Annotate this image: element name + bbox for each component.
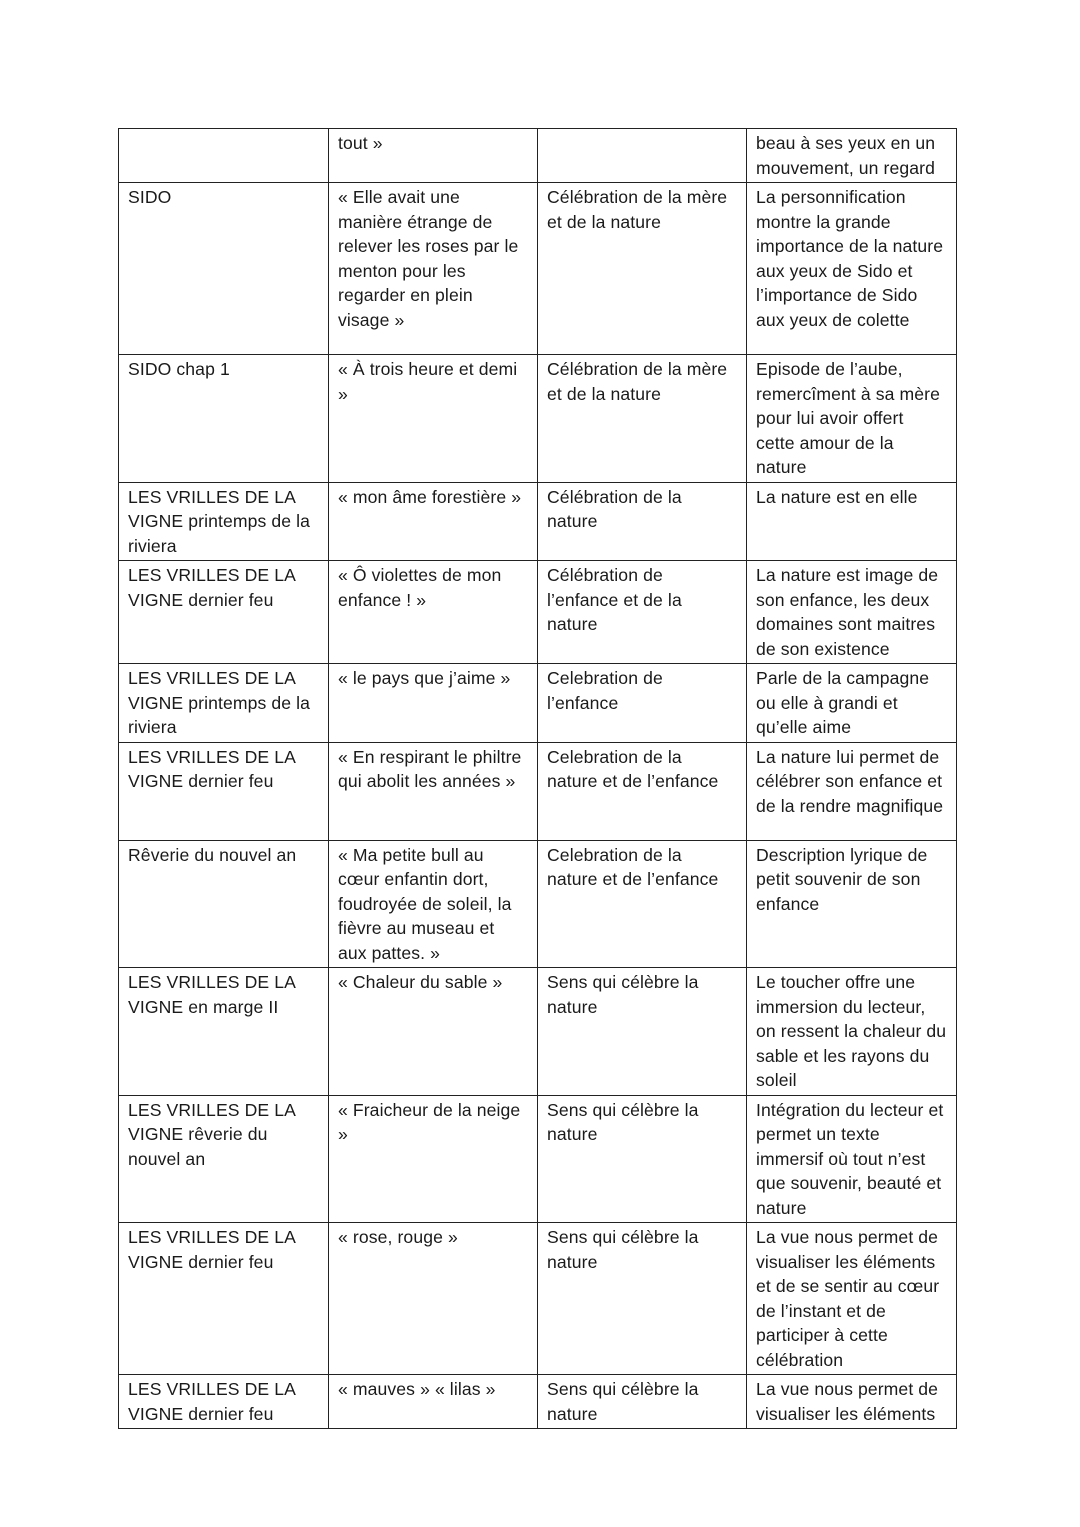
- cell-source: LES VRILLES DE LA VIGNE dernier feu: [119, 742, 329, 840]
- cell-source: LES VRILLES DE LA VIGNE printemps de la riviera: [119, 664, 329, 743]
- table-row: [119, 1095, 957, 1223]
- cell-analysis: La nature est en elle: [747, 482, 957, 561]
- cell-theme: [538, 129, 747, 183]
- cell-source: SIDO chap 1: [119, 355, 329, 483]
- cell-source: LES VRILLES DE LA VIGNE en marge II: [119, 968, 329, 1096]
- cell-analysis: La nature lui permet de célébrer son enfance et de la rendre magnifique: [747, 742, 957, 840]
- table-row: [119, 482, 957, 561]
- cell-analysis: beau à ses yeux en un mouvement, un regard: [747, 129, 957, 183]
- cell-analysis: La nature est image de son enfance, les deux domaines sont maitres de son existence: [747, 561, 957, 664]
- cell-source: [119, 129, 329, 183]
- cell-quote: tout »: [329, 129, 538, 183]
- table-row: [119, 742, 957, 840]
- cell-quote: « mon âme forestière »: [329, 482, 538, 561]
- table-row: [119, 183, 957, 355]
- cell-quote: « À trois heure et demi »: [329, 355, 538, 483]
- cell-quote: « le pays que j’aime »: [329, 664, 538, 743]
- table-row: [119, 1375, 957, 1429]
- cell-theme: Célébration de la mère et de la nature: [538, 183, 747, 355]
- cell-theme: Sens qui célèbre la nature: [538, 1223, 747, 1375]
- cell-source: LES VRILLES DE LA VIGNE dernier feu: [119, 561, 329, 664]
- cell-source: Rêverie du nouvel an: [119, 840, 329, 968]
- cell-quote: « Elle avait une manière étrange de relever les roses par le menton pour les regarder en plein visage »: [329, 183, 538, 355]
- cell-source: LES VRILLES DE LA VIGNE printemps de la riviera: [119, 482, 329, 561]
- cell-analysis: La vue nous permet de visualiser les éléments: [747, 1375, 957, 1429]
- cell-quote: « Ma petite bull au cœur enfantin dort, foudroyée de soleil, la fièvre au museau et aux pattes. »: [329, 840, 538, 968]
- cell-analysis: Description lyrique de petit souvenir de son enfance: [747, 840, 957, 968]
- table-row: [119, 664, 957, 743]
- cell-source: SIDO: [119, 183, 329, 355]
- cell-source: LES VRILLES DE LA VIGNE dernier feu: [119, 1375, 329, 1429]
- cell-quote: « rose, rouge »: [329, 1223, 538, 1375]
- table-row: [119, 355, 957, 483]
- cell-quote: « En respirant le philtre qui abolit les années »: [329, 742, 538, 840]
- table-row: [119, 129, 957, 183]
- cell-quote: « Fraicheur de la neige »: [329, 1095, 538, 1223]
- table-row: [119, 1223, 957, 1375]
- table-row: [119, 561, 957, 664]
- cell-source: LES VRILLES DE LA VIGNE dernier feu: [119, 1223, 329, 1375]
- cell-theme: Célébration de l’enfance et de la nature: [538, 561, 747, 664]
- cell-quote: « Ô violettes de mon enfance ! »: [329, 561, 538, 664]
- cell-analysis: La vue nous permet de visualiser les éléments et de se sentir au cœur de l’instant et de participer à cette célébration: [747, 1223, 957, 1375]
- cell-theme: Célébration de la nature: [538, 482, 747, 561]
- cell-analysis: Episode de l’aube, remercîment à sa mère pour lui avoir offert cette amour de la nature: [747, 355, 957, 483]
- table-row: [119, 968, 957, 1096]
- cell-analysis: La personnification montre la grande importance de la nature aux yeux de Sido et l’importance de Sido aux yeux de colette: [747, 183, 957, 355]
- cell-theme: Célébration de la mère et de la nature: [538, 355, 747, 483]
- cell-theme: Sens qui célèbre la nature: [538, 1375, 747, 1429]
- cell-theme: Celebration de la nature et de l’enfance: [538, 840, 747, 968]
- cell-quote: « mauves » « lilas »: [329, 1375, 538, 1429]
- table-row: [119, 840, 957, 968]
- cell-theme: Sens qui célèbre la nature: [538, 968, 747, 1096]
- cell-analysis: Parle de la campagne ou elle à grandi et qu’elle aime: [747, 664, 957, 743]
- cell-analysis: Intégration du lecteur et permet un texte immersif où tout n’est que souvenir, beauté et nature: [747, 1095, 957, 1223]
- cell-analysis: Le toucher offre une immersion du lecteur, on ressent la chaleur du sable et les rayons du soleil: [747, 968, 957, 1096]
- cell-theme: Celebration de l’enfance: [538, 664, 747, 743]
- analysis-table: [118, 128, 957, 1429]
- cell-source: LES VRILLES DE LA VIGNE rêverie du nouvel an: [119, 1095, 329, 1223]
- cell-quote: « Chaleur du sable »: [329, 968, 538, 1096]
- cell-theme: Sens qui célèbre la nature: [538, 1095, 747, 1223]
- cell-theme: Celebration de la nature et de l’enfance: [538, 742, 747, 840]
